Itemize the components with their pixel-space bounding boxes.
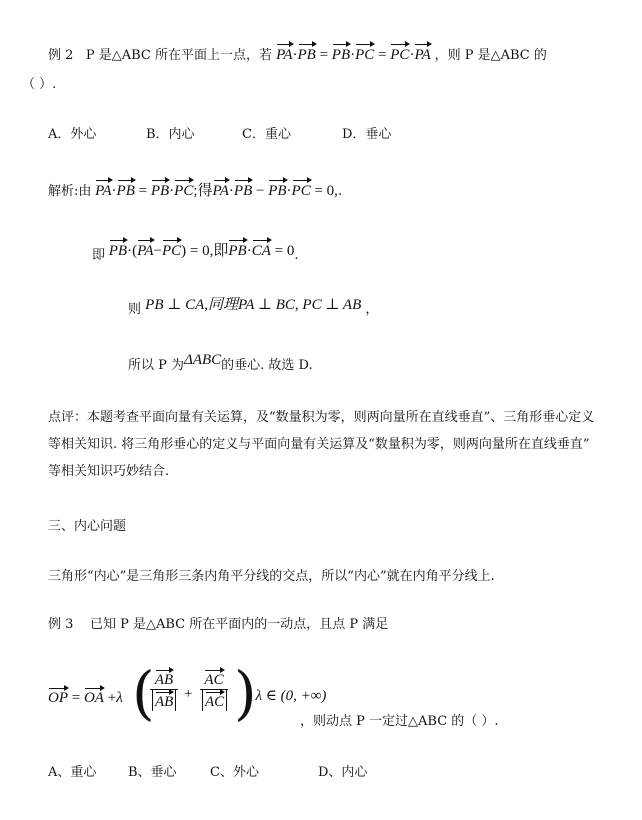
example-2-stem-b: ，则 P 是△ABC 的 bbox=[434, 48, 547, 63]
option-b: B、垂心 bbox=[128, 765, 177, 780]
vector-op: OP bbox=[48, 686, 68, 707]
vector-pa: PA bbox=[137, 238, 153, 260]
vector-pc: PC bbox=[355, 42, 374, 64]
example-2-stem-a: P 是△ABC 所在平面上一点，若 bbox=[85, 48, 272, 63]
conclusion-prefix: 所以 P 为 bbox=[128, 358, 185, 373]
vector-oa: OA bbox=[84, 686, 104, 707]
vector-pb: PB bbox=[151, 178, 169, 200]
equals-sign: = bbox=[71, 690, 81, 706]
vector-pa: PA bbox=[276, 42, 292, 64]
dot-op: · bbox=[286, 183, 292, 199]
option-d: D．垂心 bbox=[342, 127, 392, 142]
vector-ca: CA bbox=[252, 238, 271, 260]
minus-sign: − bbox=[256, 183, 265, 199]
vector-ab: AB bbox=[155, 668, 173, 689]
vector-pb: PB bbox=[298, 42, 316, 64]
solution-expr-1 bbox=[91, 183, 338, 199]
vector-pb: PB bbox=[234, 178, 252, 200]
vector-pc: PC bbox=[174, 178, 193, 200]
vector-pc: PC bbox=[390, 42, 409, 64]
section-title: 三、内心问题 bbox=[48, 519, 127, 534]
option-a: A．外心 bbox=[48, 127, 97, 142]
equals-zero: = 0, bbox=[314, 183, 338, 199]
example-3-options bbox=[48, 764, 367, 782]
dot-op: · bbox=[246, 243, 252, 259]
option-a: A、重心 bbox=[48, 765, 97, 780]
fraction-ac bbox=[200, 668, 228, 711]
example-2-stem bbox=[48, 42, 547, 65]
plus-sign: + bbox=[107, 690, 117, 706]
solution-expr-2 bbox=[105, 243, 294, 259]
vector-ab-norm: AB bbox=[155, 690, 173, 711]
right-big-paren: ) bbox=[234, 659, 257, 727]
vector-pc: PC bbox=[162, 238, 181, 260]
close-paren-zero: ) = 0,即 bbox=[181, 243, 229, 259]
ji-word: 即 bbox=[92, 248, 106, 263]
plus-sign: + bbox=[184, 686, 193, 702]
equals-sign: = bbox=[138, 183, 148, 199]
example-3-label: 例 3 bbox=[48, 617, 74, 632]
vector-ac: AC bbox=[204, 668, 223, 689]
vector-pb: PB bbox=[332, 42, 350, 64]
example-2-options bbox=[48, 126, 391, 144]
comment-paragraph: 点评：本题考查平面向量有关运算，及“数量积为零，则两向量所在直线垂直”、三角形垂心定义等相关知识. 将三角形垂心的定义与平面向量有关运算及“数量积为零，则两向量所在直线垂直” 等相关知识巧妙结合. bbox=[48, 410, 595, 479]
example-3-text: 已知 P 是△ABC 所在平面内的一动点，且点 P 满足 bbox=[89, 617, 389, 632]
vector-pb: PB bbox=[109, 238, 127, 260]
formula-lhs bbox=[48, 686, 123, 707]
example-3-question: ，则动点 P 一定过△ABC 的（ ）. bbox=[300, 714, 499, 729]
example-2-label: 例 2 bbox=[48, 48, 74, 63]
option-b: B．内心 bbox=[146, 127, 195, 142]
triangle-abc: ΔABC bbox=[184, 352, 222, 368]
dot-op: · bbox=[228, 183, 234, 199]
period: . bbox=[337, 184, 343, 199]
equals-zero: = 0 bbox=[274, 243, 295, 259]
vector-pa: PA bbox=[95, 178, 111, 200]
equals-sign: = bbox=[319, 47, 329, 63]
solution-line-2 bbox=[92, 238, 298, 261]
comma: ， bbox=[365, 302, 379, 317]
solution-line-3 bbox=[128, 296, 378, 315]
lambda-domain: , λ ∈ (0, +∞) bbox=[248, 688, 327, 704]
lambda: λ bbox=[116, 690, 123, 706]
minus-sign: − bbox=[153, 243, 162, 259]
conclusion-suffix: 的垂心. 故选 D. bbox=[221, 358, 313, 373]
dot-op: · bbox=[169, 183, 175, 199]
dot-op: · bbox=[350, 47, 356, 63]
example-2-blank: （ ）. bbox=[22, 77, 57, 92]
ze-word: 则 bbox=[128, 302, 142, 317]
solution-label: 解析:由 bbox=[48, 184, 92, 199]
solution-line-4 bbox=[128, 352, 313, 375]
vector-pb: PB bbox=[117, 178, 135, 200]
period: . bbox=[294, 248, 299, 263]
vector-pa: PA bbox=[213, 178, 229, 200]
dot-op: · bbox=[409, 47, 415, 63]
solution-line-1 bbox=[48, 178, 342, 201]
example-2-condition bbox=[276, 47, 435, 63]
fraction-ab bbox=[150, 668, 178, 711]
option-c: C、外心 bbox=[210, 765, 259, 780]
dot-paren: ·( bbox=[127, 243, 138, 259]
vector-pc: PC bbox=[292, 178, 311, 200]
left-big-paren: ( bbox=[132, 659, 155, 727]
vector-pb: PB bbox=[228, 238, 246, 260]
vector-pb: PB bbox=[268, 178, 286, 200]
then-word: ;得 bbox=[193, 183, 213, 199]
incenter-definition: 三角形“内心”是三角形三条内角平分线的交点，所以“内心”就在内角平分线上. bbox=[48, 569, 495, 584]
perpendicular-relations: PB ⊥ CA,同理PA ⊥ BC, PC ⊥ AB bbox=[145, 297, 362, 313]
equals-sign: = bbox=[378, 47, 387, 63]
vector-ac-norm: AC bbox=[205, 690, 224, 711]
dot-op: · bbox=[292, 47, 298, 63]
option-d: D、内心 bbox=[318, 765, 368, 780]
vector-pa: PA bbox=[414, 42, 430, 64]
dot-op: · bbox=[111, 183, 117, 199]
option-c: C．重心 bbox=[242, 127, 291, 142]
example-3-stem bbox=[48, 616, 388, 634]
